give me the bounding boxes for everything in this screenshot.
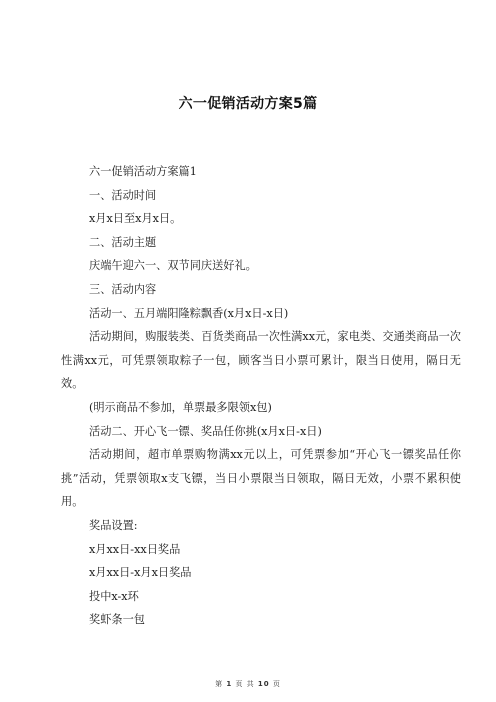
prize-hit-range: 投中x-x环 [89, 589, 139, 603]
subheading-activity-content: 三、活动内容 [89, 282, 157, 296]
footer-page-number: 1 [226, 680, 233, 688]
page-footer [0, 679, 496, 689]
document-title: 六一促销活动方案5篇 [178, 96, 318, 112]
subheading-activity-theme: 二、活动主题 [89, 235, 157, 249]
document-body [61, 160, 461, 632]
paragraph-date-range: x月x日至x月x日。 [89, 212, 182, 226]
footer-prefix: 第 [215, 680, 224, 688]
subheading-activity-time: 一、活动时间 [89, 188, 157, 202]
footer-suffix: 页 [272, 680, 281, 688]
section-heading: 六一促销活动方案篇1 [89, 165, 197, 178]
activity-two-heading: 活动二、开心飞一镖、奖品任你挑(x月x日-x日) [89, 424, 322, 438]
prize-period-two: x月xx日-x月x日奖品 [89, 566, 192, 580]
prize-settings-label: 奖品设置: [89, 518, 138, 532]
prize-item: 奖虾条一包 [89, 613, 145, 627]
activity-one-description: 活动期间，购服装类、百货类商品一次性满xx元，家电类、交通类商品一次性满xx元，可凭票领取粽子一包，顾客当日小票可累计，限当日使用，隔日无效。 [61, 330, 461, 391]
activity-two-description: 活动期间，超市单票购物满xx元以上，可凭票参加“开心飞一镖奖品任你挑”活动，凭票领取x支飞镖，当日小票限当日领取，隔日无效，小票不累积使用。 [61, 448, 461, 509]
footer-total-pages: 10 [257, 680, 270, 688]
paragraph-theme: 庆端午迎六一、双节同庆送好礼。 [89, 259, 257, 273]
activity-one-note: (明示商品不参加，单票最多限领x包) [89, 400, 272, 414]
footer-middle: 页 共 [235, 680, 255, 688]
prize-period-one: x月xx日-xx日奖品 [89, 542, 181, 556]
activity-one-heading: 活动一、五月端阳隆粽飘香(x月x日-x日) [89, 306, 289, 320]
